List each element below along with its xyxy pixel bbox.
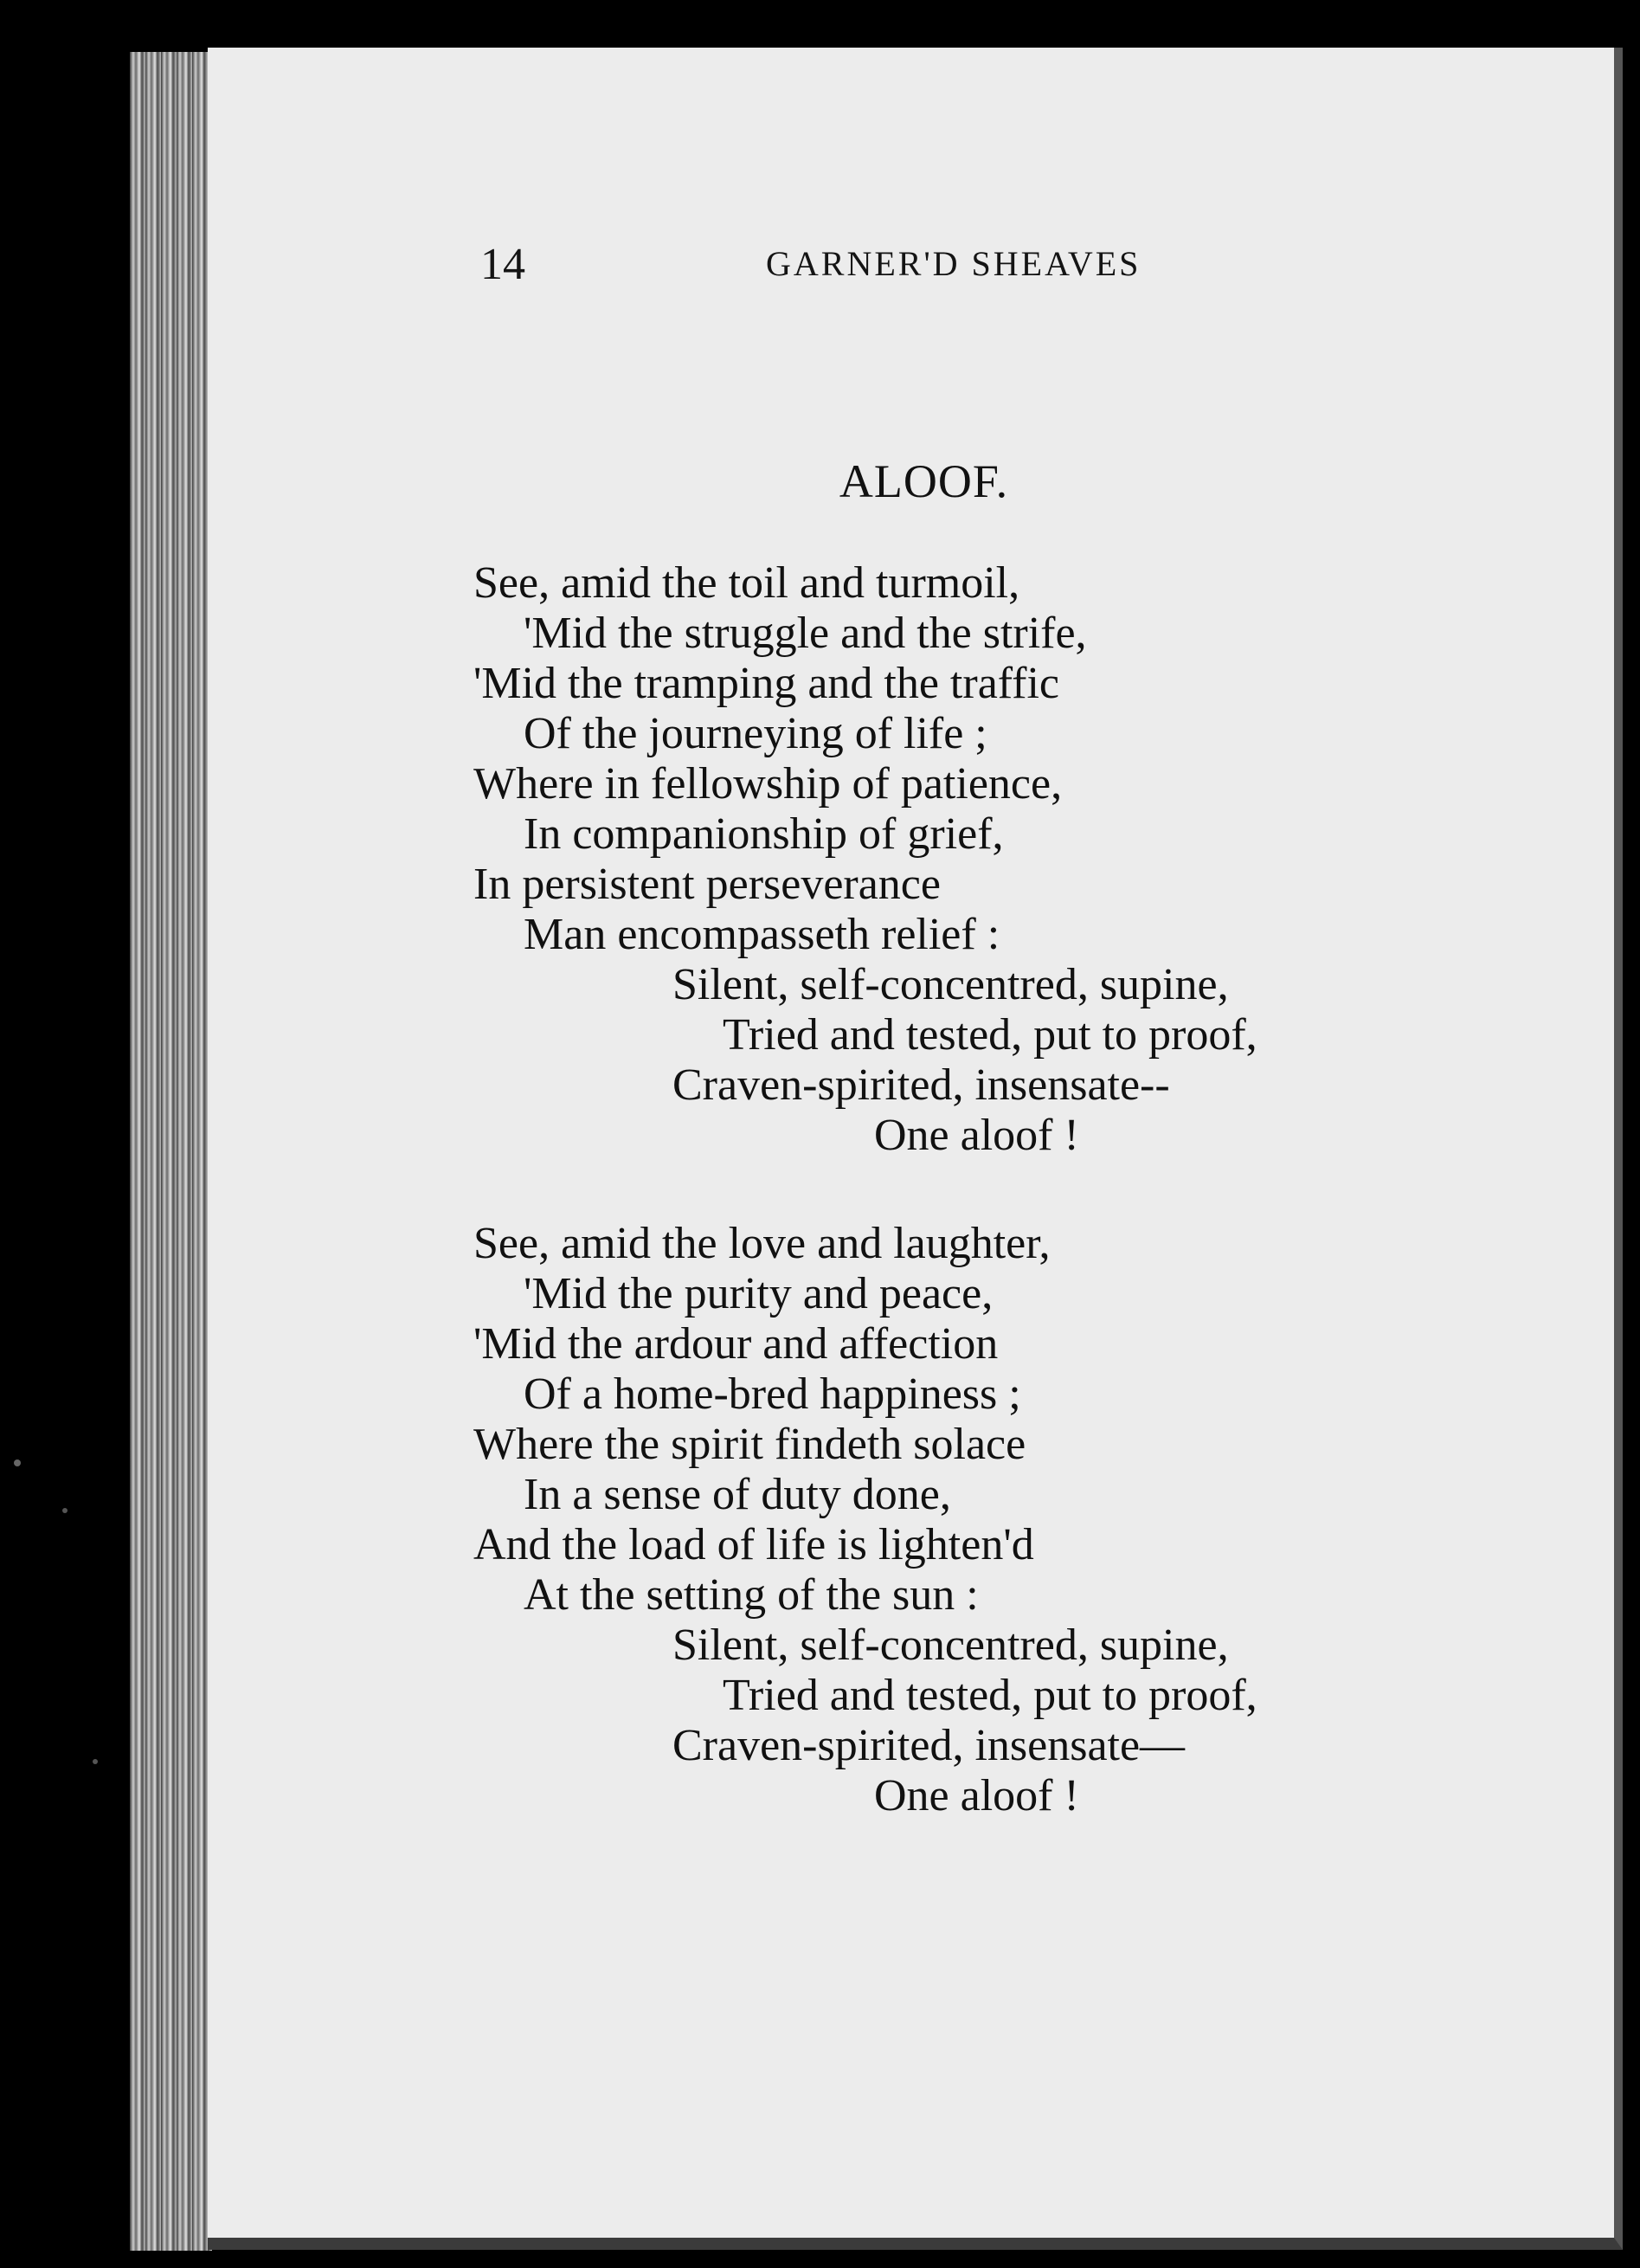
poem-line: See, amid the toil and turmoil, [473,558,1020,608]
poem-line: At the setting of the sun : [524,1570,979,1620]
poem-line: 'Mid the ardour and affection [473,1319,999,1369]
poem-line: Where the spirit findeth solace [473,1420,1026,1469]
poem-line: 'Mid the purity and peace, [524,1269,994,1318]
poem-line: Silent, self-concentred, supine, [672,1620,1229,1670]
poem-line: Tried and tested, put to proof, [723,1010,1257,1060]
poem-line: And the load of life is lighten'd [473,1520,1034,1569]
poem-line: In companionship of grief, [524,809,1004,859]
poem-line: 'Mid the tramping and the traffic [473,659,1059,708]
poem-line: Man encompasseth relief : [524,910,1000,959]
poem-title: ALOOF. [839,455,1009,507]
poem-line: Of the journeying of life ; [524,709,987,758]
poem-line: Craven-spirited, insensate-- [672,1060,1170,1110]
page-number: 14 [480,240,525,289]
running-head [480,242,1415,303]
book-binding-edge [130,52,212,2251]
poem-line: Tried and tested, put to proof, [723,1671,1257,1720]
poem-line: In persistent perseverance [473,860,941,909]
book-title: GARNER'D SHEAVES [766,244,1142,283]
poem-line: One aloof ! [874,1111,1079,1160]
poem-line: Silent, self-concentred, supine, [672,960,1229,1009]
poem-line: Of a home-bred happiness ; [524,1369,1021,1419]
stanza-1 [208,558,1419,1161]
book-page [208,48,1623,2250]
poem-line: See, amid the love and laughter, [473,1219,1051,1268]
stanza-2 [208,1219,1419,1821]
poem-line: Craven-spirited, insensate— [672,1721,1186,1770]
poem-line: In a sense of duty done, [524,1470,951,1519]
poem-line: One aloof ! [874,1771,1079,1820]
poem-line: Where in fellowship of patience, [473,759,1063,809]
poem-line: 'Mid the struggle and the strife, [524,609,1087,658]
